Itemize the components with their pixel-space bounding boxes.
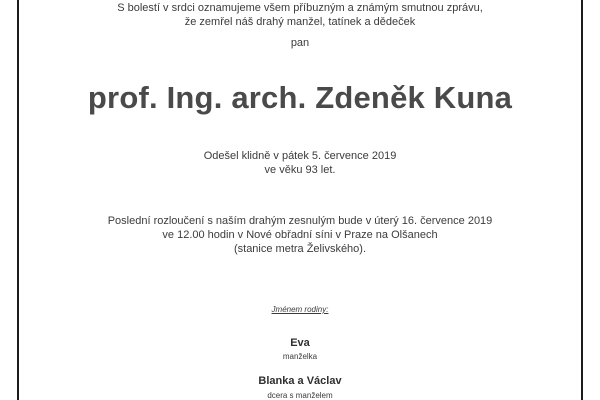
family-heading-text: Jménem rodiny: bbox=[271, 305, 329, 314]
family-member-relation: manželka bbox=[282, 352, 318, 361]
death-line-2: ve věku 93 let. bbox=[264, 164, 336, 176]
funeral-line-2: ve 12.00 hodin v Nové obřadní síni v Praze na Olšanech bbox=[162, 229, 438, 241]
intro-line-1: S bolestí v srdci oznamujeme všem příbuzným a známým smutnou zprávu, bbox=[117, 2, 483, 14]
family-heading bbox=[19, 305, 581, 315]
deceased-name: prof. Ing. arch. Zdeněk Kuna bbox=[87, 80, 513, 115]
funeral-line-1: Poslední rozloučení s naším drahým zesnulým bude v úterý 16. července 2019 bbox=[107, 215, 493, 227]
funeral-line-3: (stanice metra Želivského). bbox=[233, 243, 367, 255]
frame-border-right bbox=[581, 0, 583, 400]
intro-line-2: že zemřel náš drahý manžel, tatínek a dědeček bbox=[184, 16, 416, 28]
death-line-1: Odešel klidně v pátek 5. července 2019 bbox=[203, 150, 397, 162]
family-member-relation: dcera s manželem bbox=[267, 391, 333, 400]
family-member-name: Eva bbox=[290, 337, 310, 349]
family-member-name: Blanka a Václav bbox=[258, 375, 342, 387]
intro-line-3: pan bbox=[290, 37, 310, 49]
